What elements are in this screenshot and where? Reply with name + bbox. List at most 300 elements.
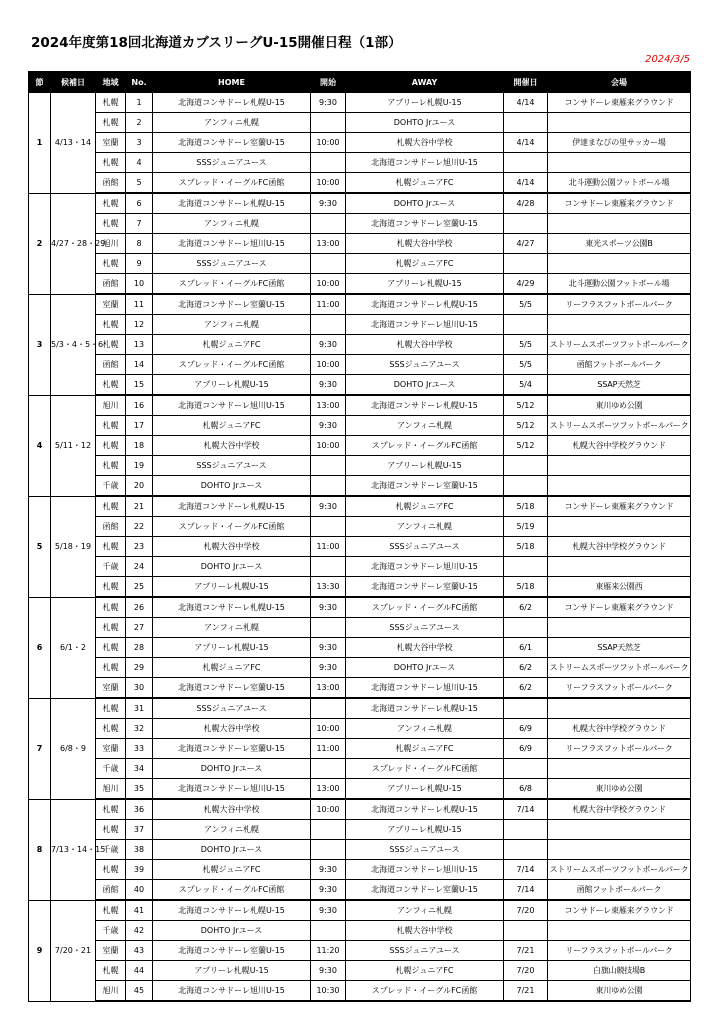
match-number: 12	[126, 315, 153, 335]
away-team: アプリーレ札幌U-15	[346, 820, 504, 840]
table-row	[29, 375, 691, 396]
match-number: 4	[126, 153, 153, 173]
home-team: 北海道コンサドーレ札幌U-15	[153, 193, 311, 214]
venue-cell	[548, 698, 691, 719]
away-team: 北海道コンサドーレ室蘭U-15	[346, 880, 504, 901]
start-time: 10:00	[311, 274, 346, 295]
start-time	[311, 759, 346, 779]
match-number: 15	[126, 375, 153, 396]
home-team: 札幌ジュニアFC	[153, 335, 311, 355]
home-team: 北海道コンサドーレ室蘭U-15	[153, 294, 311, 315]
home-team: 札幌大谷中学校	[153, 799, 311, 820]
venue-cell	[548, 820, 691, 840]
away-team: 札幌ジュニアFC	[346, 739, 504, 759]
match-number: 43	[126, 941, 153, 961]
table-row	[29, 678, 691, 699]
venue-cell: SSAP天然芝	[548, 375, 691, 396]
table-row	[29, 739, 691, 759]
match-date	[504, 759, 548, 779]
away-team: アプリーレ札幌U-15	[346, 93, 504, 113]
match-date: 5/5	[504, 294, 548, 315]
start-time: 9:30	[311, 375, 346, 396]
start-time: 11:00	[311, 537, 346, 557]
away-team: 札幌ジュニアFC	[346, 961, 504, 981]
section-number: 4	[29, 395, 51, 496]
start-time	[311, 840, 346, 860]
away-team: 北海道コンサドーレ旭川U-15	[346, 557, 504, 577]
match-date: 5/18	[504, 577, 548, 598]
section-number: 8	[29, 799, 51, 900]
table-row	[29, 921, 691, 941]
region-cell: 札幌	[96, 456, 126, 476]
match-date: 7/20	[504, 900, 548, 921]
away-team: SSSジュニアユース	[346, 618, 504, 638]
schedule-body	[29, 93, 691, 1002]
table-row	[29, 799, 691, 820]
match-number: 8	[126, 234, 153, 254]
home-team: 札幌大谷中学校	[153, 537, 311, 557]
region-cell: 室蘭	[96, 133, 126, 153]
start-time: 9:30	[311, 416, 346, 436]
match-date: 6/8	[504, 779, 548, 800]
away-team: 北海道コンサドーレ旭川U-15	[346, 315, 504, 335]
match-date: 6/2	[504, 597, 548, 618]
page-title: 2024年度第18回北海道カブスリーグU-15開催日程（1部）	[31, 35, 402, 51]
match-number: 16	[126, 395, 153, 416]
start-time	[311, 254, 346, 274]
venue-cell: ストリームスポーツフットボールパーク	[548, 658, 691, 678]
table-row	[29, 961, 691, 981]
venue-cell	[548, 254, 691, 274]
table-row	[29, 436, 691, 456]
venue-cell	[548, 153, 691, 173]
match-date	[504, 456, 548, 476]
match-number: 11	[126, 294, 153, 315]
home-team: スプレッド・イーグルFC函館	[153, 880, 311, 901]
table-row	[29, 658, 691, 678]
region-cell: 札幌	[96, 496, 126, 517]
match-number: 22	[126, 517, 153, 537]
region-cell: 札幌	[96, 577, 126, 598]
match-date: 5/12	[504, 436, 548, 456]
table-row	[29, 214, 691, 234]
venue-cell: コンサドーレ東雁来グラウンド	[548, 93, 691, 113]
start-time: 10:00	[311, 173, 346, 194]
region-cell: 旭川	[96, 395, 126, 416]
away-team: 北海道コンサドーレ札幌U-15	[346, 698, 504, 719]
region-cell: 函館	[96, 517, 126, 537]
start-time	[311, 113, 346, 133]
away-team: アプリーレ札幌U-15	[346, 456, 504, 476]
match-date: 4/14	[504, 173, 548, 194]
match-number: 19	[126, 456, 153, 476]
table-row	[29, 133, 691, 153]
match-number: 38	[126, 840, 153, 860]
table-row	[29, 335, 691, 355]
match-date: 5/18	[504, 537, 548, 557]
header-start: 開始	[311, 72, 346, 93]
start-time: 11:00	[311, 294, 346, 315]
venue-cell: ストリームスポーツフットボールパーク	[548, 335, 691, 355]
table-row	[29, 638, 691, 658]
match-number: 28	[126, 638, 153, 658]
home-team: 札幌ジュニアFC	[153, 860, 311, 880]
region-cell: 函館	[96, 355, 126, 375]
venue-cell: 北斗運動公園フットボール場	[548, 274, 691, 295]
match-date	[504, 476, 548, 497]
away-team: 札幌ジュニアFC	[346, 496, 504, 517]
table-row	[29, 820, 691, 840]
start-time: 10:00	[311, 355, 346, 375]
away-team: 札幌大谷中学校	[346, 234, 504, 254]
home-team: DOHTO Jrユース	[153, 921, 311, 941]
match-number: 5	[126, 173, 153, 194]
match-date: 6/1	[504, 638, 548, 658]
section-number: 3	[29, 294, 51, 395]
match-number: 41	[126, 900, 153, 921]
match-date: 5/12	[504, 395, 548, 416]
match-number: 32	[126, 719, 153, 739]
table-row	[29, 113, 691, 133]
match-date: 4/14	[504, 93, 548, 113]
venue-cell: リーフラスフットボールパーク	[548, 294, 691, 315]
away-team: アプリーレ札幌U-15	[346, 274, 504, 295]
away-team: 北海道コンサドーレ室蘭U-15	[346, 577, 504, 598]
region-cell: 千歳	[96, 476, 126, 497]
region-cell: 旭川	[96, 981, 126, 1002]
region-cell: 札幌	[96, 375, 126, 396]
region-cell: 札幌	[96, 537, 126, 557]
venue-cell: 北斗運動公園フットボール場	[548, 173, 691, 194]
away-team: SSSジュニアユース	[346, 355, 504, 375]
match-date: 7/20	[504, 961, 548, 981]
match-date: 5/5	[504, 335, 548, 355]
table-row	[29, 860, 691, 880]
match-date: 5/12	[504, 416, 548, 436]
match-date	[504, 840, 548, 860]
section-number: 6	[29, 597, 51, 698]
away-team: 札幌大谷中学校	[346, 133, 504, 153]
start-time: 11:20	[311, 941, 346, 961]
away-team: 北海道コンサドーレ室蘭U-15	[346, 476, 504, 497]
start-time: 9:30	[311, 900, 346, 921]
region-cell: 札幌	[96, 315, 126, 335]
candidate-dates: 4/13・14	[51, 93, 96, 194]
region-cell: 札幌	[96, 254, 126, 274]
home-team: SSSジュニアユース	[153, 698, 311, 719]
match-date: 7/14	[504, 799, 548, 820]
match-number: 17	[126, 416, 153, 436]
candidate-dates: 6/1・2	[51, 597, 96, 698]
table-row	[29, 93, 691, 113]
region-cell: 札幌	[96, 638, 126, 658]
header-region: 地域	[96, 72, 126, 93]
away-team: 北海道コンサドーレ旭川U-15	[346, 153, 504, 173]
away-team: DOHTO Jrユース	[346, 113, 504, 133]
match-date: 7/14	[504, 880, 548, 901]
match-number: 3	[126, 133, 153, 153]
home-team: DOHTO Jrユース	[153, 557, 311, 577]
venue-cell: 札幌大谷中学校グラウンド	[548, 537, 691, 557]
match-number: 6	[126, 193, 153, 214]
region-cell: 札幌	[96, 113, 126, 133]
region-cell: 札幌	[96, 961, 126, 981]
match-date	[504, 557, 548, 577]
table-row	[29, 557, 691, 577]
away-team: SSSジュニアユース	[346, 537, 504, 557]
match-date	[504, 820, 548, 840]
away-team: 北海道コンサドーレ札幌U-15	[346, 294, 504, 315]
match-number: 9	[126, 254, 153, 274]
match-date: 7/14	[504, 860, 548, 880]
match-date	[504, 254, 548, 274]
away-team: スプレッド・イーグルFC函館	[346, 759, 504, 779]
start-time: 9:30	[311, 658, 346, 678]
region-cell: 札幌	[96, 900, 126, 921]
venue-cell: 札幌大谷中学校グラウンド	[548, 436, 691, 456]
region-cell: 札幌	[96, 436, 126, 456]
venue-cell	[548, 921, 691, 941]
match-date: 5/19	[504, 517, 548, 537]
match-date: 6/9	[504, 719, 548, 739]
start-time: 9:30	[311, 597, 346, 618]
start-time	[311, 557, 346, 577]
section-number: 5	[29, 496, 51, 597]
region-cell: 札幌	[96, 719, 126, 739]
home-team: 北海道コンサドーレ室蘭U-15	[153, 739, 311, 759]
header-away: AWAY	[346, 72, 504, 93]
table-row	[29, 517, 691, 537]
region-cell: 室蘭	[96, 678, 126, 699]
away-team: 札幌大谷中学校	[346, 638, 504, 658]
start-time: 10:00	[311, 799, 346, 820]
table-row	[29, 234, 691, 254]
venue-cell: SSAP天然芝	[548, 638, 691, 658]
venue-cell: 函館フットボールパーク	[548, 355, 691, 375]
home-team: アンフィニ札幌	[153, 113, 311, 133]
table-row	[29, 496, 691, 517]
venue-cell: 札幌大谷中学校グラウンド	[548, 719, 691, 739]
venue-cell: 東川ゆめ公園	[548, 981, 691, 1002]
region-cell: 札幌	[96, 193, 126, 214]
match-number: 44	[126, 961, 153, 981]
match-number: 21	[126, 496, 153, 517]
match-number: 29	[126, 658, 153, 678]
start-time: 11:00	[311, 739, 346, 759]
venue-cell	[548, 517, 691, 537]
home-team: 北海道コンサドーレ旭川U-15	[153, 779, 311, 800]
home-team: 札幌ジュニアFC	[153, 416, 311, 436]
section-number: 7	[29, 698, 51, 799]
match-date: 6/2	[504, 678, 548, 699]
start-time: 9:30	[311, 93, 346, 113]
header-match-date: 開催日	[504, 72, 548, 93]
candidate-dates: 7/20・21	[51, 900, 96, 1001]
region-cell: 札幌	[96, 799, 126, 820]
home-team: 北海道コンサドーレ旭川U-15	[153, 234, 311, 254]
region-cell: 室蘭	[96, 294, 126, 315]
header-number: No.	[126, 72, 153, 93]
home-team: DOHTO Jrユース	[153, 759, 311, 779]
table-row	[29, 476, 691, 497]
header-venue: 会場	[548, 72, 691, 93]
table-row	[29, 537, 691, 557]
away-team: 北海道コンサドーレ札幌U-15	[346, 799, 504, 820]
table-row	[29, 698, 691, 719]
start-time: 10:00	[311, 719, 346, 739]
away-team: SSSジュニアユース	[346, 941, 504, 961]
away-team: DOHTO Jrユース	[346, 658, 504, 678]
venue-cell	[548, 315, 691, 335]
venue-cell: リーフラスフットボールパーク	[548, 739, 691, 759]
table-row	[29, 294, 691, 315]
venue-cell	[548, 557, 691, 577]
region-cell: 札幌	[96, 820, 126, 840]
away-team: アンフィニ札幌	[346, 900, 504, 921]
away-team: SSSジュニアユース	[346, 840, 504, 860]
region-cell: 千歳	[96, 557, 126, 577]
document-date: 2024/3/5	[645, 54, 690, 65]
region-cell: 札幌	[96, 214, 126, 234]
home-team: 北海道コンサドーレ札幌U-15	[153, 900, 311, 921]
table-row	[29, 274, 691, 295]
home-team: SSSジュニアユース	[153, 254, 311, 274]
home-team: アンフィニ札幌	[153, 214, 311, 234]
venue-cell: 東川ゆめ公園	[548, 779, 691, 800]
section-number: 9	[29, 900, 51, 1001]
match-number: 27	[126, 618, 153, 638]
start-time	[311, 517, 346, 537]
match-number: 31	[126, 698, 153, 719]
match-date	[504, 921, 548, 941]
away-team: 北海道コンサドーレ旭川U-15	[346, 678, 504, 699]
match-date	[504, 113, 548, 133]
start-time: 13:00	[311, 678, 346, 699]
region-cell: 千歳	[96, 840, 126, 860]
venue-cell: コンサドーレ東雁来グラウンド	[548, 597, 691, 618]
region-cell: 札幌	[96, 698, 126, 719]
start-time: 13:30	[311, 577, 346, 598]
start-time	[311, 698, 346, 719]
match-date	[504, 315, 548, 335]
match-number: 18	[126, 436, 153, 456]
candidate-dates: 5/3・4・5・6	[51, 294, 96, 395]
home-team: スプレッド・イーグルFC函館	[153, 517, 311, 537]
match-number: 37	[126, 820, 153, 840]
home-team: 北海道コンサドーレ札幌U-15	[153, 597, 311, 618]
region-cell: 函館	[96, 880, 126, 901]
home-team: 北海道コンサドーレ札幌U-15	[153, 93, 311, 113]
match-number: 20	[126, 476, 153, 497]
venue-cell: ストリームスポーツフットボールパーク	[548, 416, 691, 436]
start-time	[311, 618, 346, 638]
away-team: DOHTO Jrユース	[346, 193, 504, 214]
away-team: 北海道コンサドーレ旭川U-15	[346, 860, 504, 880]
home-team: 北海道コンサドーレ旭川U-15	[153, 981, 311, 1002]
away-team: アンフィニ札幌	[346, 719, 504, 739]
home-team: DOHTO Jrユース	[153, 476, 311, 497]
start-time	[311, 476, 346, 497]
match-number: 39	[126, 860, 153, 880]
start-time	[311, 315, 346, 335]
table-row	[29, 315, 691, 335]
match-date: 4/14	[504, 133, 548, 153]
venue-cell	[548, 840, 691, 860]
table-row	[29, 900, 691, 921]
table-row	[29, 153, 691, 173]
candidate-dates: 5/11・12	[51, 395, 96, 496]
venue-cell	[548, 214, 691, 234]
match-number: 10	[126, 274, 153, 295]
table-row	[29, 416, 691, 436]
match-number: 24	[126, 557, 153, 577]
region-cell: 室蘭	[96, 941, 126, 961]
table-row	[29, 456, 691, 476]
match-number: 7	[126, 214, 153, 234]
home-team: スプレッド・イーグルFC函館	[153, 274, 311, 295]
table-row	[29, 719, 691, 739]
start-time: 13:00	[311, 234, 346, 254]
match-number: 30	[126, 678, 153, 699]
venue-cell: 函館フットボールパーク	[548, 880, 691, 901]
table-row	[29, 759, 691, 779]
match-number: 45	[126, 981, 153, 1002]
table-row	[29, 981, 691, 1002]
match-date	[504, 698, 548, 719]
start-time: 9:30	[311, 335, 346, 355]
venue-cell	[548, 618, 691, 638]
match-number: 34	[126, 759, 153, 779]
start-time: 9:30	[311, 638, 346, 658]
region-cell: 旭川	[96, 234, 126, 254]
away-team: 北海道コンサドーレ室蘭U-15	[346, 214, 504, 234]
venue-cell: 伊達まなびの里サッカー場	[548, 133, 691, 153]
home-team: 北海道コンサドーレ室蘭U-15	[153, 941, 311, 961]
away-team: スプレッド・イーグルFC函館	[346, 436, 504, 456]
venue-cell: 東雁来公園西	[548, 577, 691, 598]
home-team: アプリーレ札幌U-15	[153, 961, 311, 981]
candidate-dates: 4/27・28・29	[51, 193, 96, 294]
table-row	[29, 618, 691, 638]
table-row	[29, 254, 691, 274]
home-team: アンフィニ札幌	[153, 315, 311, 335]
match-date	[504, 618, 548, 638]
venue-cell	[548, 759, 691, 779]
table-row	[29, 840, 691, 860]
start-time: 9:30	[311, 193, 346, 214]
match-number: 13	[126, 335, 153, 355]
away-team: 札幌大谷中学校	[346, 921, 504, 941]
venue-cell: リーフラスフットボールパーク	[548, 941, 691, 961]
start-time: 10:00	[311, 133, 346, 153]
table-row	[29, 193, 691, 214]
table-row	[29, 941, 691, 961]
match-number: 33	[126, 739, 153, 759]
candidate-dates: 5/18・19	[51, 496, 96, 597]
table-row	[29, 597, 691, 618]
header-section: 節	[29, 72, 51, 93]
home-team: スプレッド・イーグルFC函館	[153, 173, 311, 194]
match-date: 5/18	[504, 496, 548, 517]
match-number: 2	[126, 113, 153, 133]
match-number: 14	[126, 355, 153, 375]
venue-cell: 東光スポーツ公園B	[548, 234, 691, 254]
home-team: アプリーレ札幌U-15	[153, 577, 311, 598]
venue-cell: コンサドーレ東雁来グラウンド	[548, 193, 691, 214]
match-number: 26	[126, 597, 153, 618]
venue-cell: 白旗山競技場B	[548, 961, 691, 981]
match-number: 25	[126, 577, 153, 598]
